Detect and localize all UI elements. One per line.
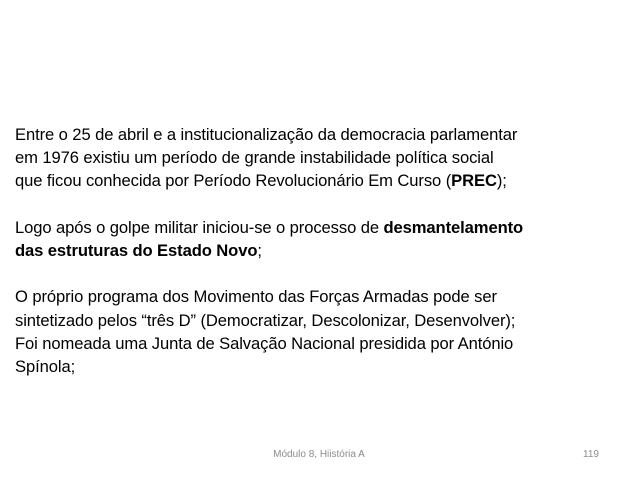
footer-page-number: 119 [583,449,599,460]
text-segment: Logo após o golpe militar iniciou-se o processo de [15,217,384,237]
bold-term-prec: PREC [451,171,497,191]
text-line: Entre o 25 de abril e a institucionalização da democracia parlamentar [15,125,518,144]
slide-body [15,123,623,378]
bold-term-dismantling: desmantelamento [383,217,524,237]
text-line: Foi nomeada uma Junta de Salvação Nacional presidida por António [15,333,514,353]
text-segment: ; [257,241,262,260]
text-line: em 1976 existiu um período de grande instabilidade política social [15,148,494,168]
text-line: sintetizado pelos “três D” (Democratizar, Descolonizar, Desenvolver); [15,310,516,330]
text-line [15,239,623,262]
text-segment: ); [496,171,507,191]
footer-module-label: Módulo 8, Hiistória A [273,449,365,460]
text-line [15,169,623,192]
bold-term-estado-novo: das estruturas do Estado Novo [15,241,258,260]
text-segment: que ficou conhecida por Período Revolucionário Em Curso ( [15,171,452,191]
paragraph-mfa-program [15,285,623,378]
text-line: O próprio programa dos Movimento das Forças Armadas pode ser [15,287,497,307]
paragraph-prec [15,123,623,193]
text-line [15,216,623,239]
text-line: Spínola; [15,357,76,376]
paragraph-dismantling [15,216,623,262]
